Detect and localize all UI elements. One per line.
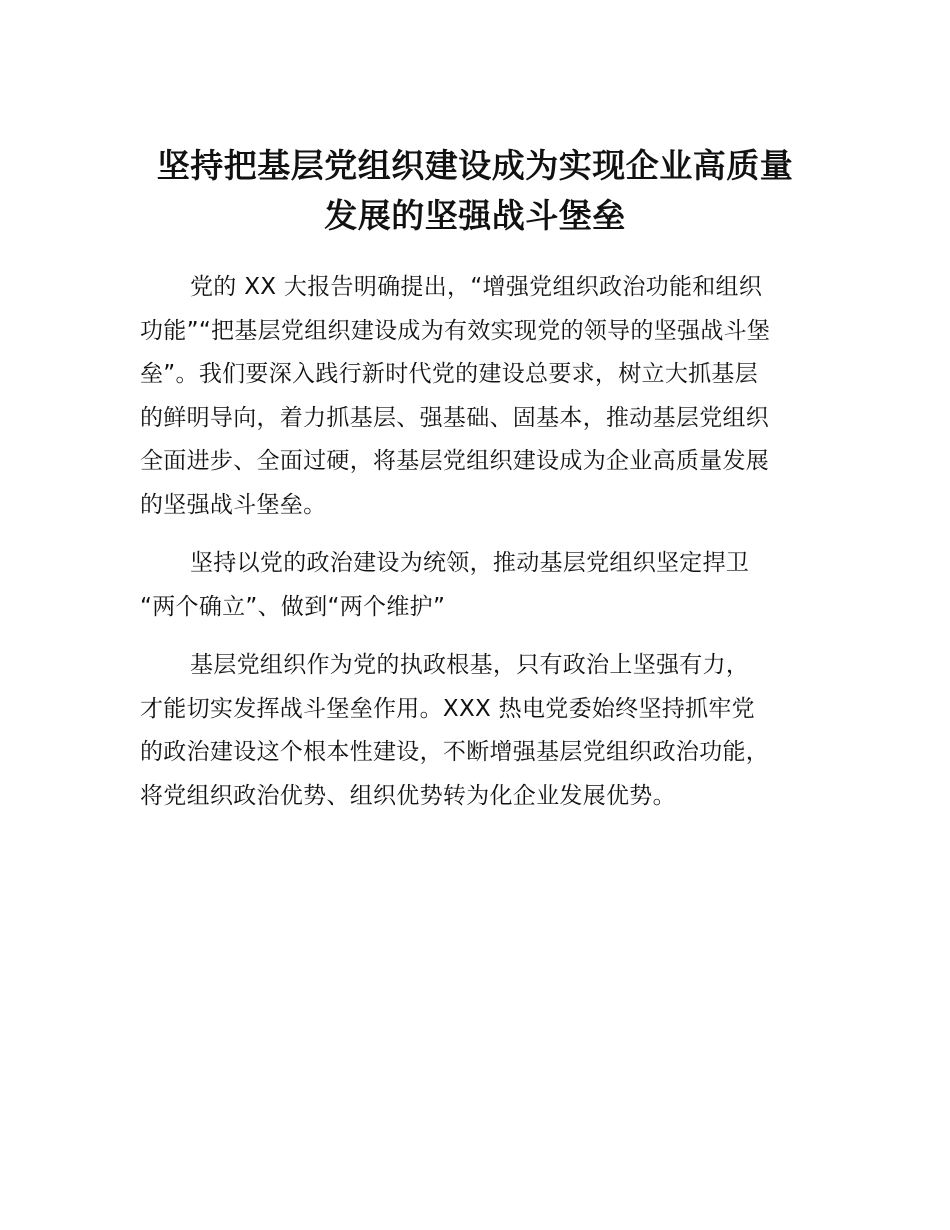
- text-line: 全面进步、全面过硬，将基层党组织建设成为企业高质量发展: [140, 448, 770, 474]
- text-line: 的政治建设这个根本性建设，不断增强基层党组织政治功能，: [140, 739, 770, 765]
- text-line: 基层党组织作为党的执政根基，只有政治上坚强有力，: [190, 652, 750, 678]
- text-line: 党的 XX 大报告明确提出，“增强党组织政治功能和组织: [190, 274, 763, 300]
- text-line: 的鲜明导向，着力抓基层、强基础、固基本，推动基层党组织: [140, 404, 770, 431]
- paragraph-section-heading: [140, 542, 812, 629]
- text-line: 将党组织政治优势、组织优势转为化企业发展优势。: [140, 782, 676, 809]
- text-line: 功能”“把基层党组织建设成为有效实现党的领导的坚强战斗堡: [140, 317, 771, 344]
- text-line: 才能切实发挥战斗堡垒作用。XXX 热电党委始终坚持抓牢党: [140, 695, 755, 722]
- text-line: “两个确立”、做到“两个维护”: [140, 593, 446, 620]
- document-title: [120, 141, 830, 241]
- document-body: [140, 266, 812, 833]
- title-line: 发展的坚强战斗堡垒: [324, 196, 626, 235]
- paragraph-report-intro: [140, 266, 812, 527]
- paragraph-political-building: [140, 644, 812, 818]
- text-line: 的坚强战斗堡垒。: [140, 491, 327, 518]
- title-line: 坚持把基层党组织建设成为实现企业高质量: [156, 146, 794, 185]
- text-line: 坚持以党的政治建设为统领，推动基层党组织坚定捍卫: [190, 550, 750, 576]
- text-line: 垒”。我们要深入践行新时代党的建设总要求，树立大抓基层: [140, 361, 759, 387]
